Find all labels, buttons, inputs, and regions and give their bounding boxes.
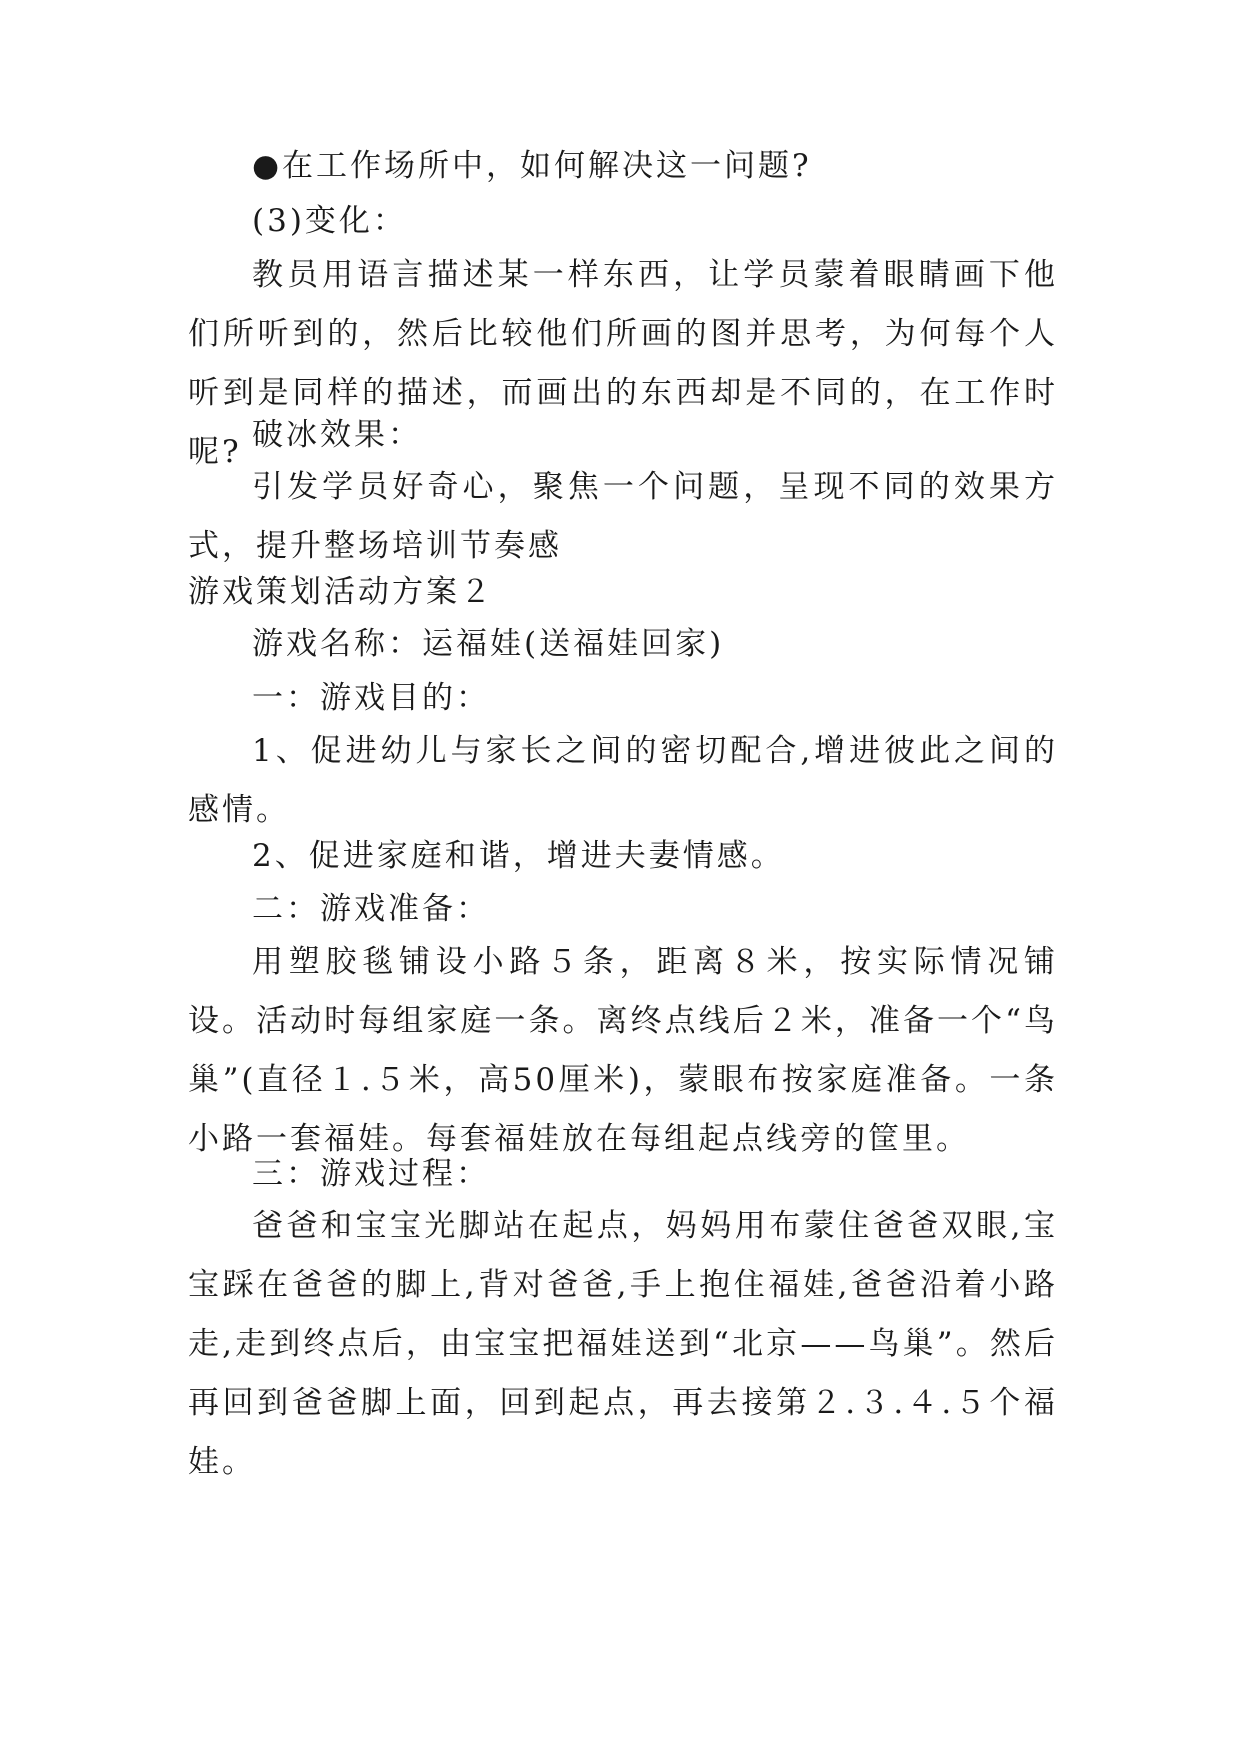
paragraph-process-details: 爸爸和宝宝光脚站在起点，妈妈用布蒙住爸爸双眼,宝宝踩在爸爸的脚上,背对爸爸,手上抱住福娃,爸爸沿着小路走,走到终点后，由宝宝把福娃送到“北京——鸟巢”。然后再回到爸爸脚上面，回到起点，再去接第２.３.４.５个福娃。 [188,1208,1058,1480]
paragraph-goal-heading: 一：游戏目的： [252,680,490,716]
paragraph-prep-details: 用塑胶毯铺设小路５条，距离８米，按实际情况铺设。活动时每组家庭一条。离终点线后２米，准备一个“鸟巢”(直径１.５米，高50厘米)，蒙眼布按家庭准备。一条小路一套福娃。每套福娃放在每组起点线旁的筐里。 [188,944,1058,1157]
paragraph-icebreak-effect: 引发学员好奇心，聚焦一个问题，呈现不同的效果方式，提升整场培训节奏感 [188,469,1058,564]
paragraph-change-description: 教员用语言描述某一样东西，让学员蒙着眼睛画下他们所听到的，然后比较他们所画的图并思考，为何每个人听到是同样的描述，而画出的东西却是不同的，在工作时呢? [188,257,1058,470]
paragraph-process-heading: 三：游戏过程： [252,1156,490,1192]
paragraph-icebreak-heading: 破冰效果： [252,417,422,453]
section-title-plan-2: 游戏策划活动方案２ [188,574,494,610]
paragraph-game-name: 游戏名称：运福娃(送福娃回家) [252,626,725,662]
paragraph-goal-1: 1、促进幼儿与家长之间的密切配合,增进彼此之间的感情。 [188,733,1058,828]
paragraph-change-heading: (3)变化： [252,203,407,239]
paragraph-goal-2: 2、促进家庭和谐，增进夫妻情感。 [252,838,785,874]
paragraph-workplace-question: ●在工作场所中，如何解决这一问题? [252,148,812,184]
paragraph-prep-heading: 二：游戏准备： [252,891,490,927]
